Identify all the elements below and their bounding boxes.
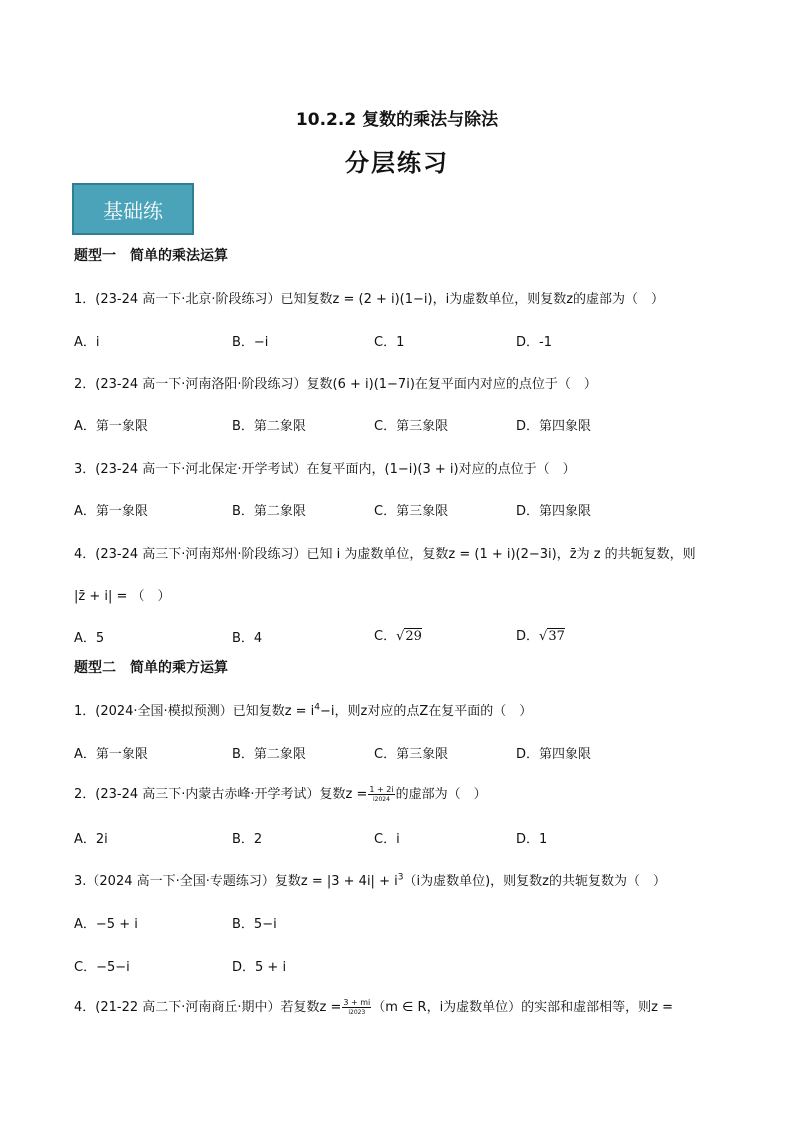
document-subtitle: 分层练习 xyxy=(345,149,449,177)
fraction-denominator: i2024 xyxy=(373,796,390,803)
question-1-option-d: D．-1 xyxy=(516,335,552,350)
question-1-stem: 1．(23-24 高一下·北京·阶段练习）已知复数z = (2 + i)(1−i)，i为虚数单位，则复数z的虚部为（ ） xyxy=(74,292,665,307)
question-5-option-a: A．第一象限 xyxy=(74,747,148,762)
question-1-option-a: A．i xyxy=(74,335,100,350)
question-6-option-a: A．2i xyxy=(74,832,108,847)
exponent: 4 xyxy=(314,702,321,713)
fraction xyxy=(342,998,371,1017)
question-3-option-b: B．第二象限 xyxy=(232,504,306,519)
stem-part: 3.（2024 高一下·全国·专题练习）复数z = |3 + 4i| + i xyxy=(74,874,398,889)
question-4-option-a: A．5 xyxy=(74,631,105,646)
question-4-option-b: B．4 xyxy=(232,631,263,646)
question-4-stem-continued: |z̄ + i| = （ ） xyxy=(74,589,171,604)
option-c-radicand: 29 xyxy=(405,629,422,644)
section-heading-1: 题型一 简单的乘法运算 xyxy=(74,248,228,264)
question-1-option-b: B．−i xyxy=(232,335,269,350)
question-2-option-b: B．第二象限 xyxy=(232,419,306,434)
question-7-option-a: A．−5 + i xyxy=(74,917,138,932)
stem-part: 4．(21-22 高二下·河南商丘·期中）若复数z = xyxy=(74,1000,342,1015)
option-c-prefix: C． xyxy=(374,629,397,644)
exponent: 3 xyxy=(397,872,404,883)
option-d-prefix: D． xyxy=(516,629,540,644)
level-badge: 基础练 xyxy=(72,183,194,235)
question-6-option-c: C．i xyxy=(374,832,400,847)
question-3-option-d: D．第四象限 xyxy=(516,504,592,519)
question-7-option-c: C．−5−i xyxy=(74,960,130,975)
fraction-numerator: 3 + mi xyxy=(343,998,371,1007)
question-6-option-d: D．1 xyxy=(516,832,548,847)
question-7-option-d: D．5 + i xyxy=(232,960,287,975)
question-1-option-c: C．1 xyxy=(374,335,405,350)
question-3-option-c: C．第三象限 xyxy=(374,504,449,519)
option-d-radicand: 37 xyxy=(548,629,565,644)
question-5-option-d: D．第四象限 xyxy=(516,747,592,762)
question-3-option-a: A．第一象限 xyxy=(74,504,148,519)
question-6-option-b: B．2 xyxy=(232,832,263,847)
question-4-stem: 4．(23-24 高三下·河南郑州·阶段练习）已知 i 为虚数单位，复数z = (1 + i)(2−3i)，z̄为 z 的共轭复数，则 xyxy=(74,547,696,562)
question-4-option-c: C．√29 xyxy=(374,629,422,644)
section-heading-2: 题型二 简单的乘方运算 xyxy=(74,660,228,676)
question-6-stem xyxy=(74,783,487,804)
stem-part: （m ∈ R，i为虚数单位）的实部和虚部相等，则z = xyxy=(372,1000,674,1015)
stem-part: −i，则z对应的点Z在复平面的（ ） xyxy=(320,704,533,719)
stem-part: 2．(23-24 高三下·内蒙古赤峰·开学考试）复数z = xyxy=(74,787,368,802)
stem-part: 的虚部为（ ） xyxy=(395,787,487,802)
question-5-stem xyxy=(74,700,532,719)
question-3-stem: 3．(23-24 高一下·河北保定·开学考试）在复平面内，(1−i)(3 + i)对应的点位于（ ） xyxy=(74,462,576,477)
question-8-stem xyxy=(74,996,673,1017)
question-2-stem: 2．(23-24 高一下·河南洛阳·阶段练习）复数(6 + i)(1−7i)在复平面内对应的点位于（ ） xyxy=(74,377,597,392)
question-5-option-b: B．第二象限 xyxy=(232,747,306,762)
document-title: 10.2.2 复数的乘法与除法 xyxy=(295,110,499,130)
question-7-option-b: B．5−i xyxy=(232,917,277,932)
question-2-option-d: D．第四象限 xyxy=(516,419,592,434)
question-7-stem xyxy=(74,870,666,889)
question-5-option-c: C．第三象限 xyxy=(374,747,449,762)
question-2-option-c: C．第三象限 xyxy=(374,419,449,434)
fraction-numerator: 1 + 2i xyxy=(369,785,394,794)
stem-part: 1．(2024·全国·模拟预测）已知复数z = i xyxy=(74,704,315,719)
stem-part: （i为虚数单位)，则复数z的共轭复数为（ ） xyxy=(403,874,666,889)
fraction xyxy=(368,785,394,804)
question-2-option-a: A．第一象限 xyxy=(74,419,148,434)
fraction-denominator: i2023 xyxy=(348,1009,366,1016)
question-4-option-d: D．√37 xyxy=(516,629,565,644)
